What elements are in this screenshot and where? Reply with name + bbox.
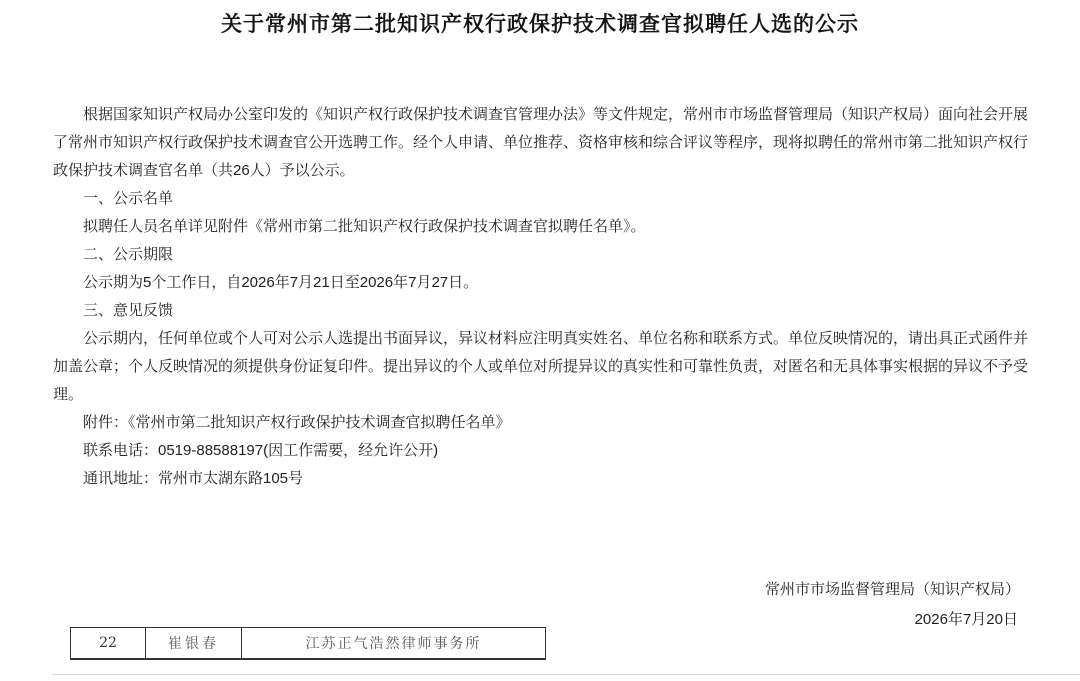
- attachment-line: 附件：《常州市第二批知识产权行政保护技术调查官拟聘任名单》: [83, 414, 511, 431]
- section-text-list: 拟聘任人员名单详见附件《常州市第二批知识产权行政保护技术调查官拟聘任名单》。: [83, 218, 646, 235]
- signature-block: [765, 575, 1020, 635]
- signature-date: 2026年7月20日: [914, 611, 1018, 628]
- table-row: [70, 627, 546, 660]
- table-cell-organization: 江苏正气浩然律师事务所: [305, 636, 482, 652]
- section-heading-feedback: 三、意见反馈: [83, 302, 174, 319]
- section-heading-period: 二、公示期限: [83, 246, 174, 263]
- table-cell-number: 22: [71, 628, 146, 658]
- signature-organization: 常州市市场监督管理局（知识产权局）: [764, 581, 1020, 598]
- section-heading-list: 一、公示名单: [83, 190, 174, 207]
- contact-address: 通讯地址：常州市太湖东路105号: [83, 470, 304, 487]
- intro-paragraph: 根据国家知识产权局办公室印发的《知识产权行政保护技术调查官管理办法》等文件规定，常州市市场监督管理局（知识产权局）面向社会开展了常州市知识产权行政保护技术调查官公开选聘工作。经个人申请、单位推荐、资格审核和综合评议等程序，现将拟聘任的常州市第二批知识产权行政保护技术调查官名单（共26人）予以公示。: [53, 106, 1029, 179]
- page-divider: [52, 674, 1080, 675]
- section-text-feedback: 公示期内，任何单位或个人可对公示人选提出书面异议，异议材料应注明真实姓名、单位名称和联系方式。单位反映情况的，请出具正式函件并加盖公章；个人反映情况的须提供身份证复印件。提出异议的个人或单位对所提异议的真实性和可靠性负责，对匿名和无具体事实根据的异议不予受理。: [53, 330, 1029, 403]
- document-title: 关于常州市第二批知识产权行政保护技术调查官拟聘任人选的公示: [221, 11, 859, 36]
- contact-phone: 联系电话：0519-88588197(因工作需要，经允许公开): [83, 442, 439, 459]
- document-body: [53, 101, 1035, 493]
- section-text-period: 公示期为5个工作日，自2026年7月21日至2026年7月27日。: [83, 274, 479, 291]
- table-cell-name: 崔银春: [146, 628, 242, 658]
